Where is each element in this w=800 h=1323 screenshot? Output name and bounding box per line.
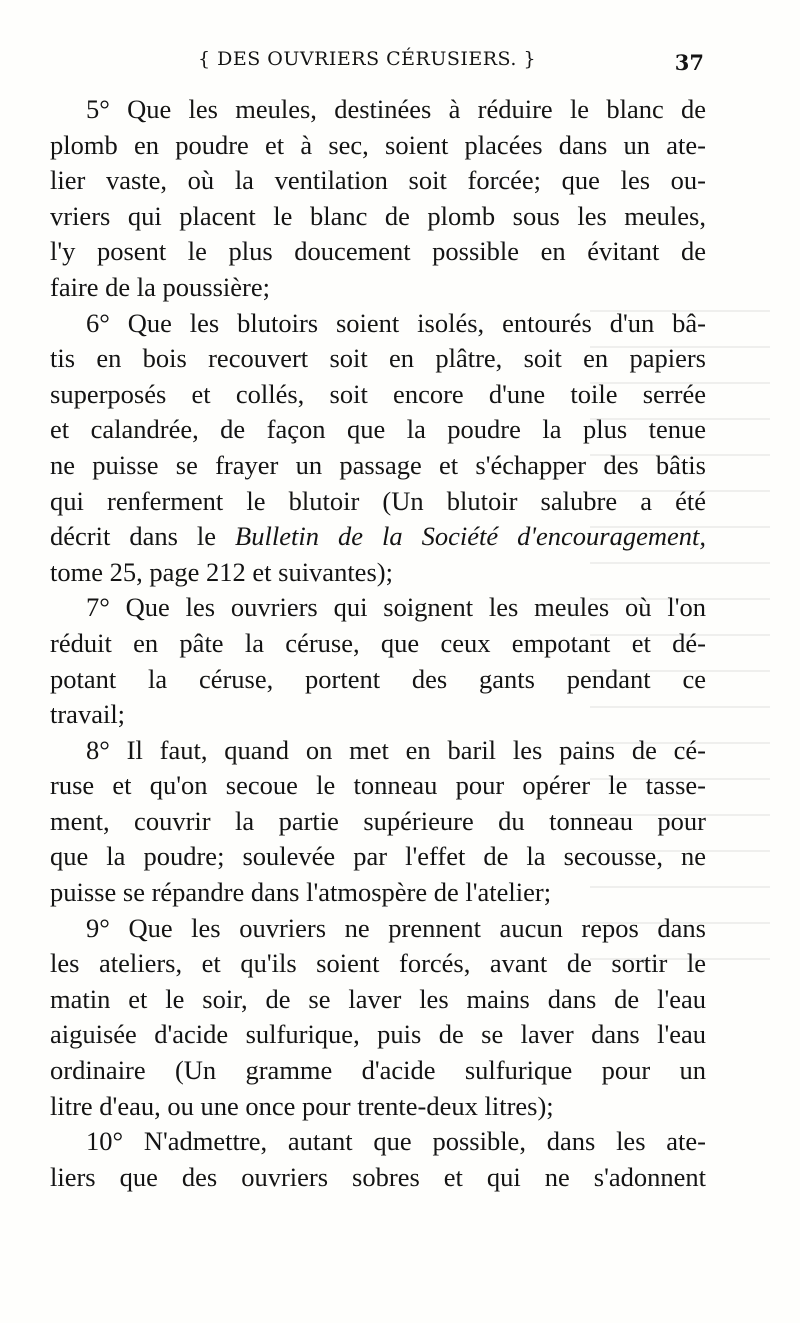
text-line: travail; bbox=[50, 699, 126, 730]
text-line: que la poudre; soulevée par l'effet de la secousse, ne bbox=[50, 841, 706, 872]
text-line: vriers qui placent le blanc de plomb sous les meules, bbox=[50, 200, 706, 231]
text-line: tis en bois recouvert soit en plâtre, soit en papiers bbox=[50, 343, 706, 374]
text-line: tome 25, page 212 et suivantes); bbox=[50, 556, 393, 587]
text-line: 8° Il faut, quand on met en baril les pains de cé- bbox=[86, 734, 706, 765]
text-line: liers que des ouvriers sobres et qui ne s'adonnent bbox=[50, 1161, 706, 1192]
text-line: superposés et collés, soit encore d'une toile serrée bbox=[50, 378, 706, 409]
text-line: qui renferment le blutoir (Un blutoir salubre a été bbox=[50, 485, 706, 516]
italic-title: Bulletin de la Société d'encouragement, bbox=[235, 521, 706, 552]
text-line: matin et le soir, de se laver les mains dans de l'eau bbox=[50, 983, 706, 1014]
text-line: ne puisse se frayer un passage et s'échapper des bâtis bbox=[50, 449, 706, 480]
text-line: 7° Que les ouvriers qui soignent les meules où l'on bbox=[86, 592, 706, 623]
text-line: 5° Que les meules, destinées à réduire le blanc de bbox=[86, 94, 706, 124]
text-line: 6° Que les blutoirs soient isolés, entourés d'un bâ- bbox=[86, 307, 706, 338]
page-number: 37 bbox=[674, 50, 704, 75]
text-line: litre d'eau, ou une once pour trente-deux litres); bbox=[50, 1090, 554, 1121]
text-line: ordinaire (Un gramme d'acide sulfurique pour un bbox=[50, 1055, 706, 1086]
text-line: potant la céruse, portent des gants pendant ce bbox=[50, 663, 706, 694]
text-segment: décrit dans le bbox=[50, 521, 217, 552]
text-line: les ateliers, et qu'ils soient forcés, avant de sortir le bbox=[50, 948, 706, 979]
text-line-with-italic bbox=[50, 519, 706, 555]
text-line: ruse et qu'on secoue le tonneau pour opérer le tasse- bbox=[50, 770, 706, 801]
text-line: l'y posent le plus doucement possible en évitant de bbox=[50, 236, 706, 267]
text-line: et calandrée, de façon que la poudre la plus tenue bbox=[50, 414, 706, 445]
text-line: puisse se répandre dans l'atmospère de l'atelier; bbox=[50, 877, 552, 908]
text-line: faire de la poussière; bbox=[50, 271, 270, 302]
text-line: lier vaste, où la ventilation soit forcée; que les ou- bbox=[50, 165, 706, 196]
text-line: aiguisée d'acide sulfurique, puis de se laver dans l'eau bbox=[50, 1019, 706, 1050]
text-line: ment, couvrir la partie supérieure du tonneau pour bbox=[50, 805, 706, 836]
text-line: 9° Que les ouvriers ne prennent aucun repos dans bbox=[86, 912, 706, 943]
body-text bbox=[50, 92, 706, 1195]
running-head: { DES OUVRIERS CÉRUSIERS. } bbox=[198, 48, 537, 70]
text-line: plomb en poudre et à sec, soient placées dans un ate- bbox=[50, 129, 706, 160]
page-header bbox=[50, 48, 710, 78]
text-line: 10° N'admettre, autant que possible, dans les ate- bbox=[86, 1126, 706, 1157]
text-line: réduit en pâte la céruse, que ceux empotant et dé- bbox=[50, 627, 706, 658]
